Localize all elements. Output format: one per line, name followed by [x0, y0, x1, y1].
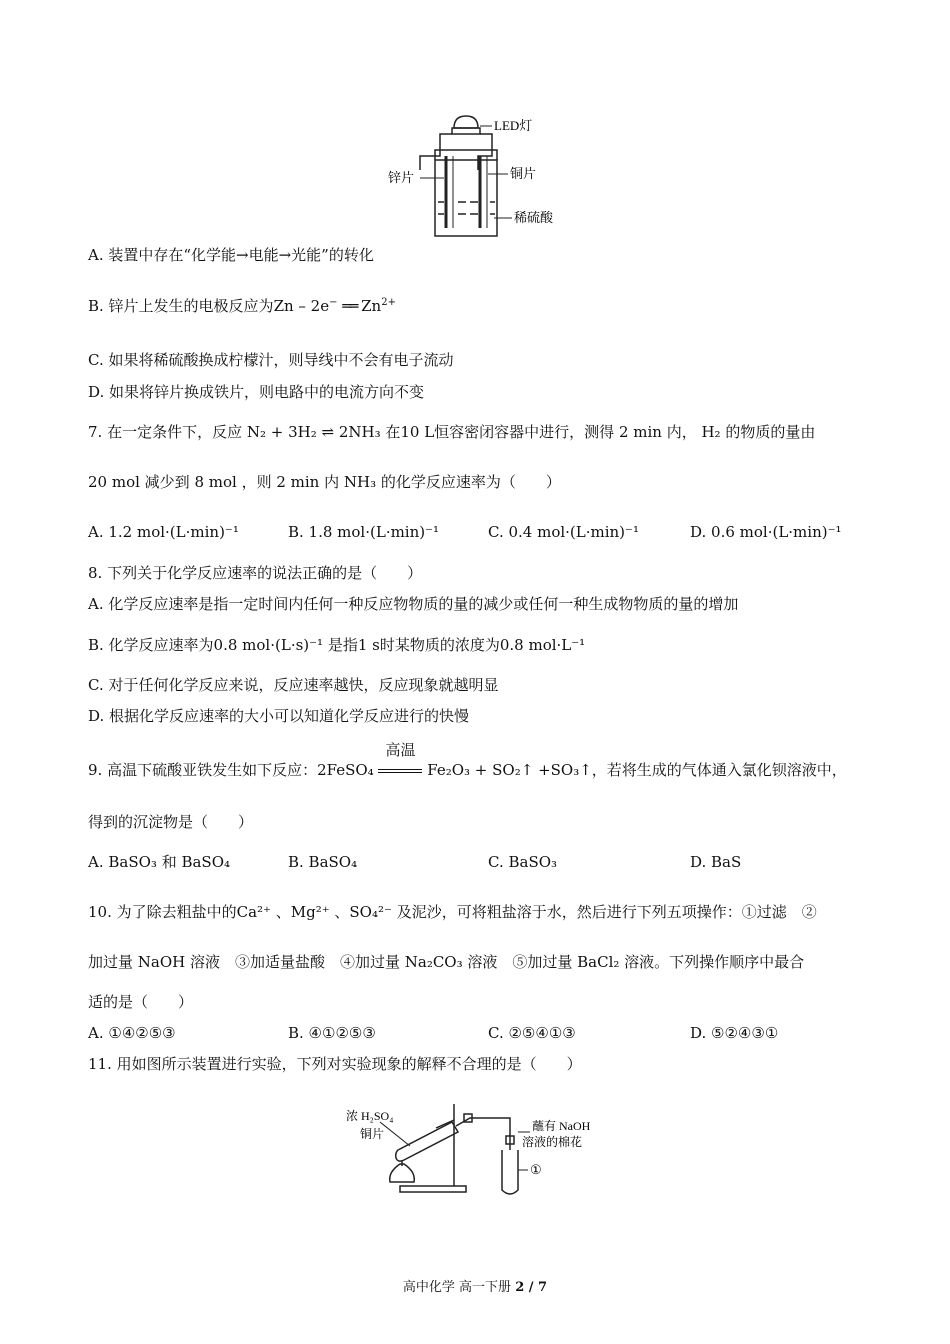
tube-label: ①: [530, 1162, 542, 1177]
acid-label: 稀硫酸: [514, 210, 554, 225]
q6-option-b-equation: Zn – 2e: [273, 297, 330, 315]
q8-option-b: B. 化学反应速率为0.8 mol·(L·s)⁻¹ 是指1 s时某物质的浓度为0.8 mol·L⁻¹: [88, 636, 586, 654]
q6-option-a: A. 装置中存在“化学能→电能→光能”的转化: [88, 246, 374, 264]
apparatus-figure: [340, 1090, 610, 1202]
q10-option-b: B. ④①②⑤③: [288, 1024, 376, 1042]
footer-subject: 高中化学 高一下册: [402, 1280, 516, 1295]
q9-option-b: B. BaSO₄: [288, 853, 358, 871]
q7-stem-line2: 20 mol 减少到 8 mol ，则 2 min 内 NH₃ 的化学反应速率为（ ）: [88, 473, 561, 491]
q7-option-b: B. 1.8 mol·(L·min)⁻¹: [288, 523, 440, 541]
zinc-label: 锌片: [388, 170, 415, 185]
q9-option-c: C. BaSO₃: [488, 853, 558, 871]
q9-stem-pre: 9. 高温下硫酸亚铁发生如下反应：2FeSO₄: [88, 761, 374, 779]
q9-condition-label: 高温: [385, 741, 416, 759]
acid-label: 浓 H₂SO₄: [346, 1109, 394, 1123]
led-label: LED灯: [494, 118, 533, 133]
page-footer: [0, 1276, 950, 1295]
q10-option-d: D. ⑤②④③①: [690, 1024, 779, 1042]
q6-option-b-product: Zn: [361, 297, 382, 315]
q9-stem-post: Fe₂O₃ + SO₂↑ +SO₃↑，若将生成的气体通入氯化钡溶液中，: [427, 761, 847, 779]
copper-label: 铜片: [510, 166, 537, 181]
q8-option-d: D. 根据化学反应速率的大小可以知道化学反应进行的快慢: [88, 707, 470, 725]
cotton-label-line1: 蘸有 NaOH: [532, 1119, 591, 1133]
q6-option-b-text: B. 锌片上发生的电极反应为: [88, 297, 274, 315]
q9-stem-line2: 得到的沉淀物是（ ）: [88, 813, 254, 831]
q10-option-a: A. ①④②⑤③: [88, 1024, 176, 1042]
q6-option-d: D. 如果将锌片换成铁片，则电路中的电流方向不变: [88, 383, 425, 401]
q8-stem: 8. 下列关于化学反应速率的说法正确的是（ ）: [88, 564, 423, 582]
q6-option-b: B. 锌片上发生的电极反应为Zn – 2e− ══ $Zn^{2+}$: [88, 297, 396, 315]
cotton-label-line2: 溶液的棉花: [522, 1135, 583, 1149]
galvanic-cell-figure: [380, 110, 580, 246]
q9-option-a: A. BaSO₃ 和 BaSO₄: [88, 853, 231, 871]
q6-option-c: C. 如果将稀硫酸换成柠檬汁，则导线中不会有电子流动: [88, 351, 454, 369]
q8-option-c: C. 对于任何化学反应来说，反应速率越快，反应现象就越明显: [88, 676, 499, 694]
q10-stem-line3: 适的是（ ）: [88, 993, 194, 1011]
q9-condition: [378, 741, 422, 780]
q7-option-d: D. 0.6 mol·(L·min)⁻¹: [690, 523, 842, 541]
q10-stem-line2: 加过量 NaOH 溶液 ③加适量盐酸 ④加过量 Na₂CO₃ 溶液 ⑤加过量 BaCl₂ 溶液。下列操作顺序中最合: [88, 953, 805, 971]
q9-stem-line1: [88, 741, 847, 780]
footer-page-number: 2 / 7: [515, 1280, 548, 1295]
q7-stem-line1: 7. 在一定条件下，反应 N₂ + 3H₂ ⇌ 2NH₃ 在10 L恒容密闭容器中进行，测得 2 min 内， H₂ 的物质的量由: [88, 423, 816, 441]
q8-option-a: A. 化学反应速率是指一定时间内任何一种反应物物质的量的减少或任何一种生成物物质的量的增加: [88, 595, 739, 613]
copper-label: 铜片: [360, 1127, 385, 1141]
q10-stem-line1: 10. 为了除去粗盐中的Ca²⁺ 、Mg²⁺ 、SO₄²⁻ 及泥沙，可将粗盐溶于水，然后进行下列五项操作：①过滤 ②: [88, 903, 817, 921]
q10-option-c: C. ②⑤④①③: [488, 1024, 576, 1042]
q9-option-d: D. BaS: [690, 853, 742, 871]
q7-option-a: A. 1.2 mol·(L·min)⁻¹: [88, 523, 239, 541]
q11-stem: 11. 用如图所示装置进行实验，下列对实验现象的解释不合理的是（ ）: [88, 1055, 582, 1073]
q7-option-c: C. 0.4 mol·(L·min)⁻¹: [488, 523, 639, 541]
